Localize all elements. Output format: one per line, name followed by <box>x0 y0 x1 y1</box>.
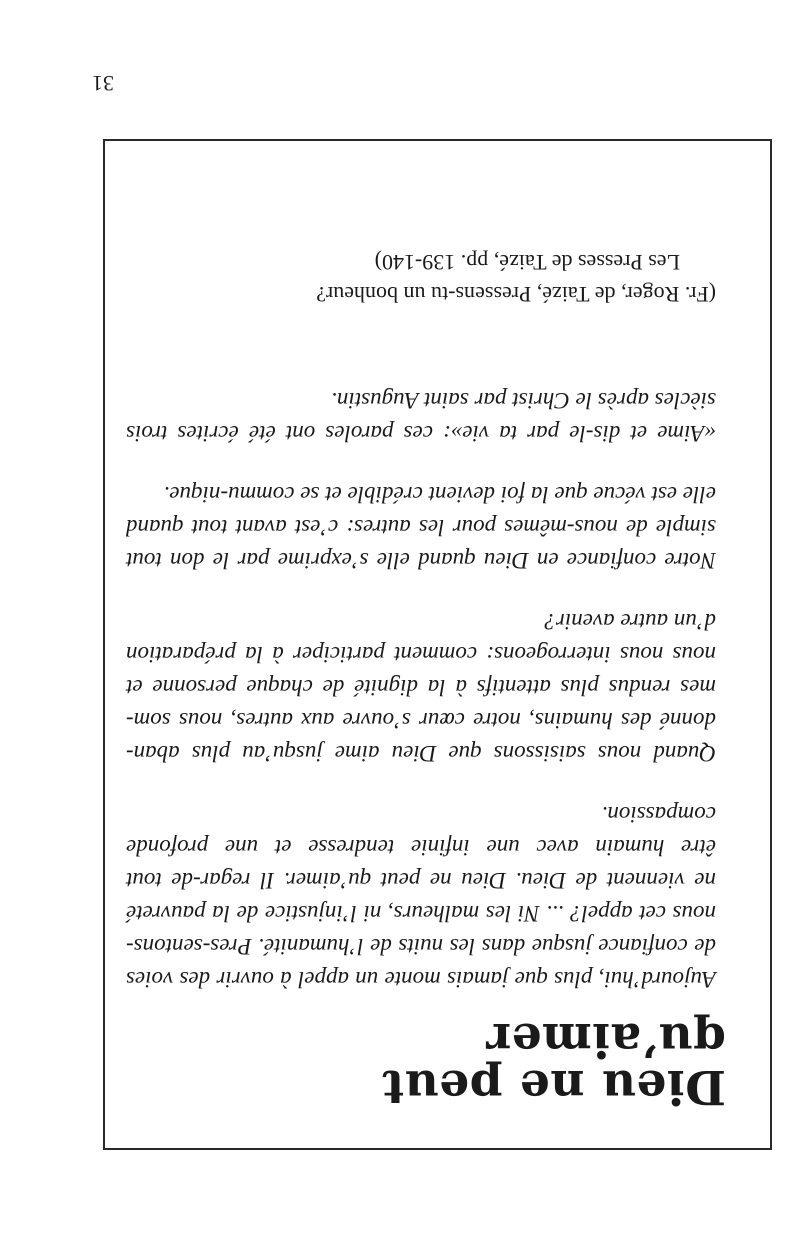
page-number: 31 <box>92 71 114 96</box>
paragraph: «Aime et dis-le par ta vie»: ces paroles ont été écrites trois siècles après le Christ par saint Augustin. <box>126 388 716 446</box>
text-frame <box>103 139 772 1150</box>
paragraph: Quand nous saisissons que Dieu aime jusqu’au plus aban-donné des humains, notre cœur s’ouvre aux autres, nous som-mes rendus plus attentifs à la dignité de chaque personne et nous nous interrogeons: comment participer à la préparation d’un autre avenir? <box>126 609 716 766</box>
source-citation <box>116 246 716 310</box>
paragraph: Aujourd’hui, plus que jamais monte un appel à ouvrir des voies de confiance jusque dans les nuits de l’humanité. Pres-sentons-nous cet appel? ... Ni les malheurs, ni l’injustice de la pauvreté ne viennent de Dieu. Dieu ne peut qu’aimer. Il regar-de tout être humain avec une infinie tendresse et une profonde compassion. <box>126 802 716 992</box>
source-line: Les Presses de Taizé, pp. 139-140) <box>374 250 680 275</box>
paragraph: Notre confiance en Dieu quand elle s’exprime par le don tout simple de nous-mêmes pour les autres: c’est avant tout quand elle est vécue que la foi devient crédible et se commu-nique. <box>126 482 716 573</box>
page-title: Dieu ne peut qu’aimer <box>381 1012 726 1114</box>
source-line: (Fr. Roger, de Taizé, Pressens-tu un bonheur? <box>316 282 716 307</box>
body-text <box>126 356 716 996</box>
